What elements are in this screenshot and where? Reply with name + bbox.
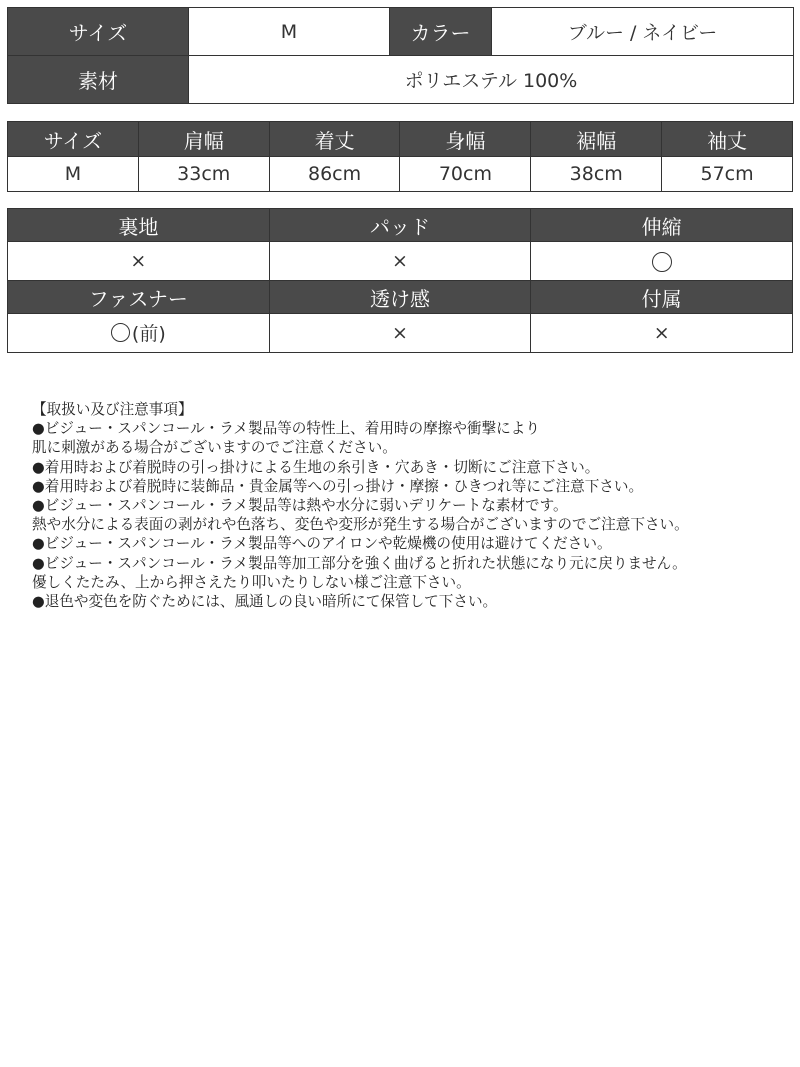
note-line: ●ビジュー・スパンコール・ラメ製品等加工部分を強く曲げると折れた状態になり元に戻りません。	[32, 554, 687, 572]
stretch-value	[531, 242, 793, 281]
accessory-value: ×	[531, 314, 793, 353]
measure-value-width: 70cm	[400, 157, 531, 192]
material-value: ポリエステル 100%	[189, 56, 794, 104]
zipper-position-text: (前)	[131, 323, 166, 345]
note-line: ●ビジュー・スパンコール・ラメ製品等の特性上、着用時の摩擦や衝撃により	[32, 420, 540, 438]
feature-table	[7, 208, 793, 353]
size-label: サイズ	[8, 8, 189, 56]
measure-header-shoulder: 肩幅	[138, 122, 269, 157]
sheerness-label: 透け感	[269, 281, 531, 314]
spec-row-size-color	[8, 8, 794, 56]
color-value: ブルー / ネイビー	[492, 8, 794, 56]
measure-value-sleeve: 57cm	[662, 157, 793, 192]
circle-mark-icon	[652, 252, 672, 272]
note-line: ●着用時および着脱時に装飾品・貴金属等への引っ掛け・摩擦・ひきつれ等にご注意下さい。	[32, 477, 644, 495]
pad-value: ×	[269, 242, 531, 281]
measure-header-hem: 裾幅	[531, 122, 662, 157]
stretch-label: 伸縮	[531, 209, 793, 242]
spec-table	[7, 7, 794, 104]
measurement-table	[7, 121, 793, 192]
feature-header-row-1	[8, 209, 793, 242]
feature-header-row-2	[8, 281, 793, 314]
pad-label: パッド	[269, 209, 531, 242]
lining-value: ×	[8, 242, 270, 281]
size-value: M	[189, 8, 390, 56]
note-line: 優しくたたみ、上から押さえたり叩いたりしない様ご注意下さい。	[32, 573, 471, 591]
measurement-header-row	[8, 122, 793, 157]
notes-heading: 【取扱い及び注意事項】	[32, 401, 193, 418]
color-label: カラー	[390, 8, 492, 56]
note-line: ●退色や変色を防ぐためには、風通しの良い暗所にて保管して下さい。	[32, 593, 498, 611]
measure-header-size: サイズ	[8, 122, 139, 157]
feature-value-row-2	[8, 314, 793, 353]
note-line: ●ビジュー・スパンコール・ラメ製品等へのアイロンや乾燥機の使用は避けてください。	[32, 535, 612, 553]
measure-header-width: 身幅	[400, 122, 531, 157]
note-line: 熱や水分による表面の剥がれや色落ち、変色や変形が発生する場合がございますのでご注意下さい。	[32, 516, 689, 534]
zipper-label: ファスナー	[8, 281, 270, 314]
note-line: 肌に刺激がある場合がございますのでご注意ください。	[32, 439, 397, 457]
note-line: ●着用時および着脱時の引っ掛けによる生地の糸引き・穴あき・切断にご注意下さい。	[32, 458, 600, 476]
measure-value-length: 86cm	[269, 157, 400, 192]
lining-label: 裏地	[8, 209, 270, 242]
measure-value-shoulder: 33cm	[138, 157, 269, 192]
zipper-value	[8, 314, 270, 353]
note-line: ●ビジュー・スパンコール・ラメ製品等は熱や水分に弱いデリケートな素材です。	[32, 497, 568, 515]
measurement-value-row	[8, 157, 793, 192]
material-label: 素材	[8, 56, 189, 104]
measure-header-length: 着丈	[269, 122, 400, 157]
spec-row-material	[8, 56, 794, 104]
measure-value-size: M	[8, 157, 139, 192]
measure-header-sleeve: 袖丈	[662, 122, 793, 157]
accessory-label: 付属	[531, 281, 793, 314]
circle-mark-icon	[111, 323, 130, 342]
feature-value-row-1	[8, 242, 793, 281]
measure-value-hem: 38cm	[531, 157, 662, 192]
sheerness-value: ×	[269, 314, 531, 353]
care-notes	[32, 400, 792, 611]
